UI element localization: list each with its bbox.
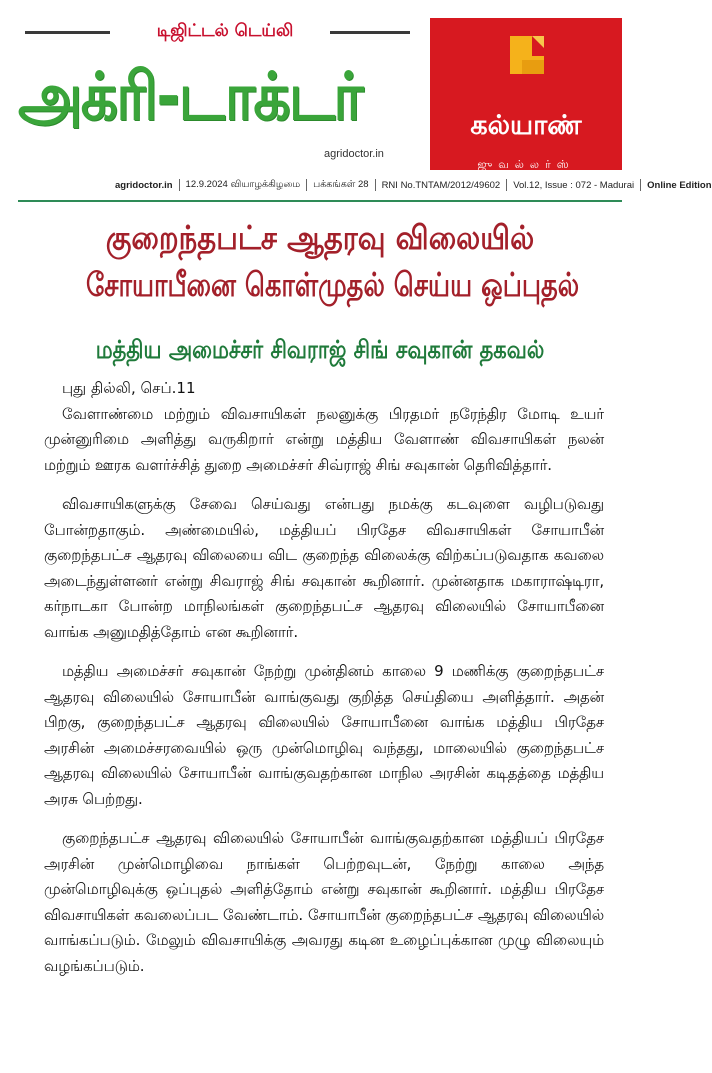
edition-separator	[640, 179, 641, 191]
edition-separator	[375, 179, 376, 191]
edition-site: agridoctor.in	[115, 179, 173, 191]
headline-line-2: சோயாபீனை கொள்முதல் செய்ய ஒப்புதல்	[86, 265, 580, 304]
kalyan-jewellers-advert[interactable]	[430, 18, 622, 170]
headline-line-1: குறைந்தபட்ச ஆதரவு விலையில்	[105, 218, 535, 257]
masthead-tagline: டிஜிட்டல் டெய்லி	[156, 21, 294, 41]
article-paragraph: மத்திய அமைச்சர் சவுகான் நேற்று முன்தினம் காலை 9 மணிக்கு குறைந்தபட்ச ஆதரவு விலையில் சோயாபீன் வாங்குவது குறித்த செய்தியை அளித்தார். அதன் பிறகு, குறைந்தபட்ச ஆதரவு விலையில் சோயாபீனை வாங்க மத்திய பிரதேச அரசின் அமைச்சரவையில் ஒரு முன்மொழிவு வந்தது, மாலையில் குறைந்தபட்ச ஆதரவு விலையில் சோயாபீன் வாங்குவதற்கான மாநில அரசின் கடிதத்தை மத்திய அரசு பெற்றது.	[44, 662, 604, 808]
masthead-site-name: agridoctor.in	[324, 148, 384, 160]
article-paragraph: விவசாயிகளுக்கு சேவை செய்வது என்பது நமக்கு கடவுளை வழிபடுவது போன்றதாகும். அண்மையில், மத்தியப் பிரதேச விவசாயிகள் சோயாபீன் குறைந்தபட்ச ஆதரவு விலையை விட குறைந்த விலைக்கு விற்கப்படுவதாக கவலை அடைந்துள்ளனர் என்று சிவராஜ் சிங் சவுகான் கூறினார். முன்னதாக மகாராஷ்டிரா, கர்நாடகா போன்ற மாநிலங்கள் குறைந்தபட்ச ஆதரவு விலையில் சோயாபீனை வாங்க அனுமதித்தோம் என கூறினார்.	[44, 495, 604, 641]
edition-separator	[506, 179, 507, 191]
masthead-divider	[18, 200, 622, 202]
masthead-title: அக்ரி-டாக்டர்	[18, 58, 362, 135]
article-paragraph: குறைந்தபட்ச ஆதரவு விலையில் சோயாபீன் வாங்குவதற்கான மத்தியப் பிரதேச அரசின் முன்மொழிவை நாங்கள் பெற்றவுடன், நேற்று காலை அந்த முன்மொழிவுக்கு ஒப்புதல் அளித்தோம் என்று சவுகான் கூறினார். மத்திய பிரதேச விவசாயிகள் கவலைப்பட வேண்டாம். சோயாபீன் குறைந்தபட்ச ஆதரவு விலையில் வாங்கப்படும். மேலும் விவசாயிக்கு அவரது கடின உழைப்புக்கான முழு விலையும் வழங்கப்படும்.	[44, 829, 604, 975]
advert-brand-name: கல்யாண்	[470, 110, 582, 141]
article-body	[44, 376, 604, 993]
kalyan-logo-icon	[504, 32, 550, 78]
tagline-rule-left	[25, 31, 110, 34]
article-dateline: புது தில்லி, செப்.11	[62, 379, 196, 397]
edition-separator	[306, 179, 307, 191]
edition-type: Online Edition	[647, 179, 712, 191]
edition-pages: பக்கங்கள் 28	[313, 179, 369, 190]
edition-separator	[179, 179, 180, 191]
edition-bar	[115, 177, 712, 193]
subheadline: மத்திய அமைச்சர் சிவராஜ் சிங் சவுகான் தகவல்	[95, 335, 545, 364]
tagline-rule-right	[330, 31, 410, 34]
edition-rni: RNI No.TNTAM/2012/49602	[381, 179, 501, 191]
tagline-row	[25, 22, 410, 42]
edition-date: 12.9.2024 வியாழக்கிழமை	[185, 179, 301, 190]
advert-brand-subtitle: ஜுவல்லர்ஸ்	[477, 158, 575, 171]
edition-volume: Vol.12, Issue : 072 - Madurai	[513, 179, 635, 191]
masthead	[0, 0, 712, 200]
article-paragraph: வேளாண்மை மற்றும் விவசாயிகள் நலனுக்கு பிரதமர் நரேந்திர மோடி உயர் முன்னுரிமை அளித்து வருகிறார் என்று மத்திய வேளாண் விவசாயிகள் நலன் மற்றும் ஊரக வளர்ச்சித் துறை அமைச்சர் சிவ்ராஜ் சிங் சவுகான் தெரிவித்தார்.	[44, 404, 604, 474]
